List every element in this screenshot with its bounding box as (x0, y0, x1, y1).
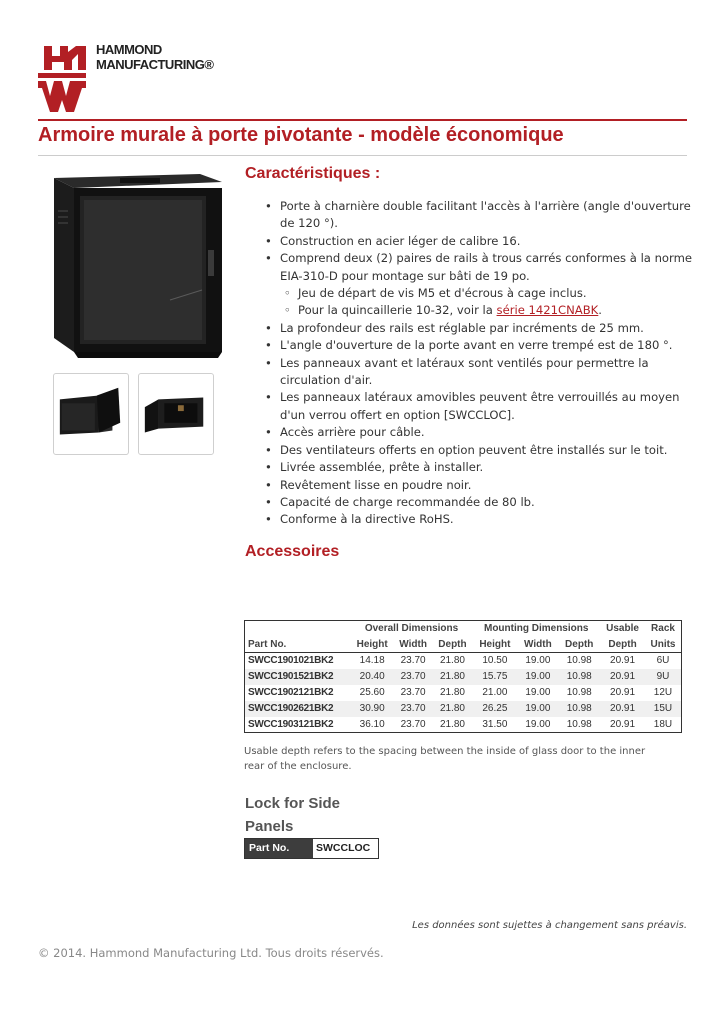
brand-wordmark (96, 42, 213, 72)
table-cell: 36.10 (359, 718, 385, 730)
table-cell: 25.60 (359, 687, 385, 698)
table-cell: 20.91 (610, 718, 636, 730)
list-item: • Porte à charnière double facilitant l'accès à l'arrière (angle d'ouverture de 120 °). (262, 198, 692, 233)
table-cell: 10.98 (558, 669, 600, 685)
table-cell: SWCC1901521BK2 (245, 669, 351, 685)
table-cell: 21.80 (439, 655, 465, 667)
table-row (245, 685, 682, 701)
list-item: • Les panneaux avant et latéraux sont ventilés pour permettre la circulation d'air. (262, 355, 692, 390)
table-group-header: Overall Dimensions (364, 623, 459, 635)
table-cell: 21.80 (439, 718, 465, 730)
table-cell: 12U (653, 687, 673, 698)
table-column-header: Height (472, 637, 517, 653)
table-row (245, 653, 682, 669)
copyright: © 2014. Hammond Manufacturing Ltd. Tous droits réservés. (38, 946, 384, 960)
title-divider (38, 155, 687, 156)
list-item: • Livrée assemblée, prête à installer. (262, 459, 692, 476)
table-column-header-row (245, 637, 682, 653)
table-cell: 10.98 (558, 701, 600, 717)
table-group-header: Rack (651, 623, 675, 635)
table-cell: 21.80 (433, 669, 473, 685)
table-cell: SWCC1902621BK2 (245, 701, 351, 717)
page-title: Armoire murale à porte pivotante - modèle économique (38, 124, 564, 146)
table-row (245, 717, 682, 733)
lock-heading-line1: Lock for Side (245, 795, 341, 812)
wall-cabinet-front-image (50, 170, 228, 360)
table-cell: 21.00 (482, 687, 508, 698)
table-cell: 21.80 (433, 701, 473, 717)
list-item: • Comprend deux (2) paires de rails à trous carrés conformes à la norme EIA-310-D pour montage sur bâti de 19 po. (262, 250, 692, 285)
table-cell: 23.70 (400, 718, 426, 730)
table-cell: 31.50 (482, 718, 508, 730)
table-cell: 10.98 (566, 718, 592, 730)
table-cell: 15.75 (472, 669, 517, 685)
table-cell: SWCC1901021BK2 (248, 655, 334, 667)
table-cell: 20.91 (610, 687, 636, 698)
part-number-label: Part No. (245, 839, 313, 858)
list-item: • Des ventilateurs offerts en option peuvent être installés sur le toit. (262, 442, 692, 459)
table-cell: 30.90 (351, 701, 394, 717)
table-cell: 23.70 (400, 687, 426, 698)
cabinet-side-open-thumbnail[interactable] (53, 373, 129, 455)
table-cell: 20.40 (351, 669, 394, 685)
table-cell: 10.98 (566, 655, 592, 667)
lock-heading-line2: Panels (245, 818, 294, 835)
table-cell: 9U (645, 669, 682, 685)
table-row (245, 701, 682, 717)
list-item (262, 302, 692, 319)
table-group-header-row (245, 621, 682, 637)
table-cell: 19.00 (517, 669, 558, 685)
dimensions-table (244, 620, 682, 733)
accessories-heading: Accessoires (245, 543, 340, 560)
lock-part-number-box (244, 838, 379, 859)
table-column-header: Part No. (245, 637, 351, 653)
table-column-header: Depth (558, 637, 600, 653)
table-cell: 10.50 (482, 655, 508, 667)
list-item-text: Pour la quincaillerie 10-32, voir la (298, 303, 497, 318)
list-item: • L'angle d'ouverture de la porte avant en verre trempé est de 180 °. (262, 337, 692, 354)
header-divider (38, 119, 687, 121)
table-cell: SWCC1903121BK2 (248, 718, 334, 730)
table-cell: 19.00 (517, 701, 558, 717)
hammond-logo-icon (38, 42, 88, 112)
table-cell: SWCC1902121BK2 (248, 687, 334, 698)
table-cell: 23.70 (394, 701, 433, 717)
table-group-header: Mounting Dimensions (483, 623, 589, 635)
list-item: • Les panneaux latéraux amovibles peuvent être verrouillés au moyen d'un verrou offert en option [SWCCLOC]. (262, 389, 692, 424)
brand-line1: HAMMOND (96, 42, 162, 57)
table-group-header: Usable (606, 623, 639, 635)
table-cell: 20.91 (600, 669, 645, 685)
table-cell: 20.91 (600, 701, 645, 717)
part-number-value: SWCCLOC (313, 839, 378, 858)
table-cell: 26.25 (472, 701, 517, 717)
table-cell: 19.00 (525, 655, 551, 667)
table-column-header: Depth (433, 637, 473, 653)
list-item: • Construction en acier léger de calibre 16. (262, 233, 692, 250)
table-column-header: Depth (600, 637, 645, 653)
list-item: ◦ Jeu de départ de vis M5 et d'écrous à cage inclus. (262, 285, 692, 302)
table-cell: 19.00 (525, 687, 551, 698)
features-list (262, 198, 692, 529)
table-row (245, 669, 682, 685)
table-header-blank (245, 621, 351, 637)
table-cell: 19.00 (525, 718, 551, 730)
cabinet-back-open-thumbnail[interactable] (138, 373, 214, 455)
list-item: • Accès arrière pour câble. (262, 424, 692, 441)
table-column-header: Width (394, 637, 433, 653)
features-heading: Caractéristiques : (245, 165, 381, 182)
table-column-header: Width (517, 637, 558, 653)
table-column-header: Units (645, 637, 682, 653)
table-cell: 23.70 (400, 655, 426, 667)
table-column-header: Height (351, 637, 394, 653)
disclaimer: Les données sont sujettes à changement sans préavis. (412, 920, 687, 931)
link-suffix: . (598, 303, 602, 318)
table-cell: 23.70 (394, 669, 433, 685)
brand-logo (38, 42, 238, 114)
usable-depth-note: Usable depth refers to the spacing between the inside of glass door to the inner rear of the enclosure. (244, 746, 646, 772)
list-item: • La profondeur des rails est réglable par incréments de 25 mm. (262, 320, 692, 337)
table-cell: 21.80 (439, 687, 465, 698)
list-item: • Capacité de charge recommandée de 80 lb. (262, 494, 692, 511)
table-cell: 6U (656, 655, 670, 667)
list-item: • Conforme à la directive RoHS. (262, 511, 692, 528)
table-cell: 10.98 (566, 687, 592, 698)
thumbnail-2-image (139, 374, 213, 454)
table-cell: 20.91 (610, 655, 636, 667)
thumbnail-1-image (54, 374, 128, 454)
table-cell: 18U (653, 718, 673, 730)
list-item: • Revêtement lisse en poudre noir. (262, 477, 692, 494)
brand-line2: MANUFACTURING® (96, 57, 214, 72)
series-1421cnabk-link[interactable]: série 1421CNABK (496, 303, 599, 318)
table-cell: 14.18 (359, 655, 385, 667)
table-cell: 15U (645, 701, 682, 717)
